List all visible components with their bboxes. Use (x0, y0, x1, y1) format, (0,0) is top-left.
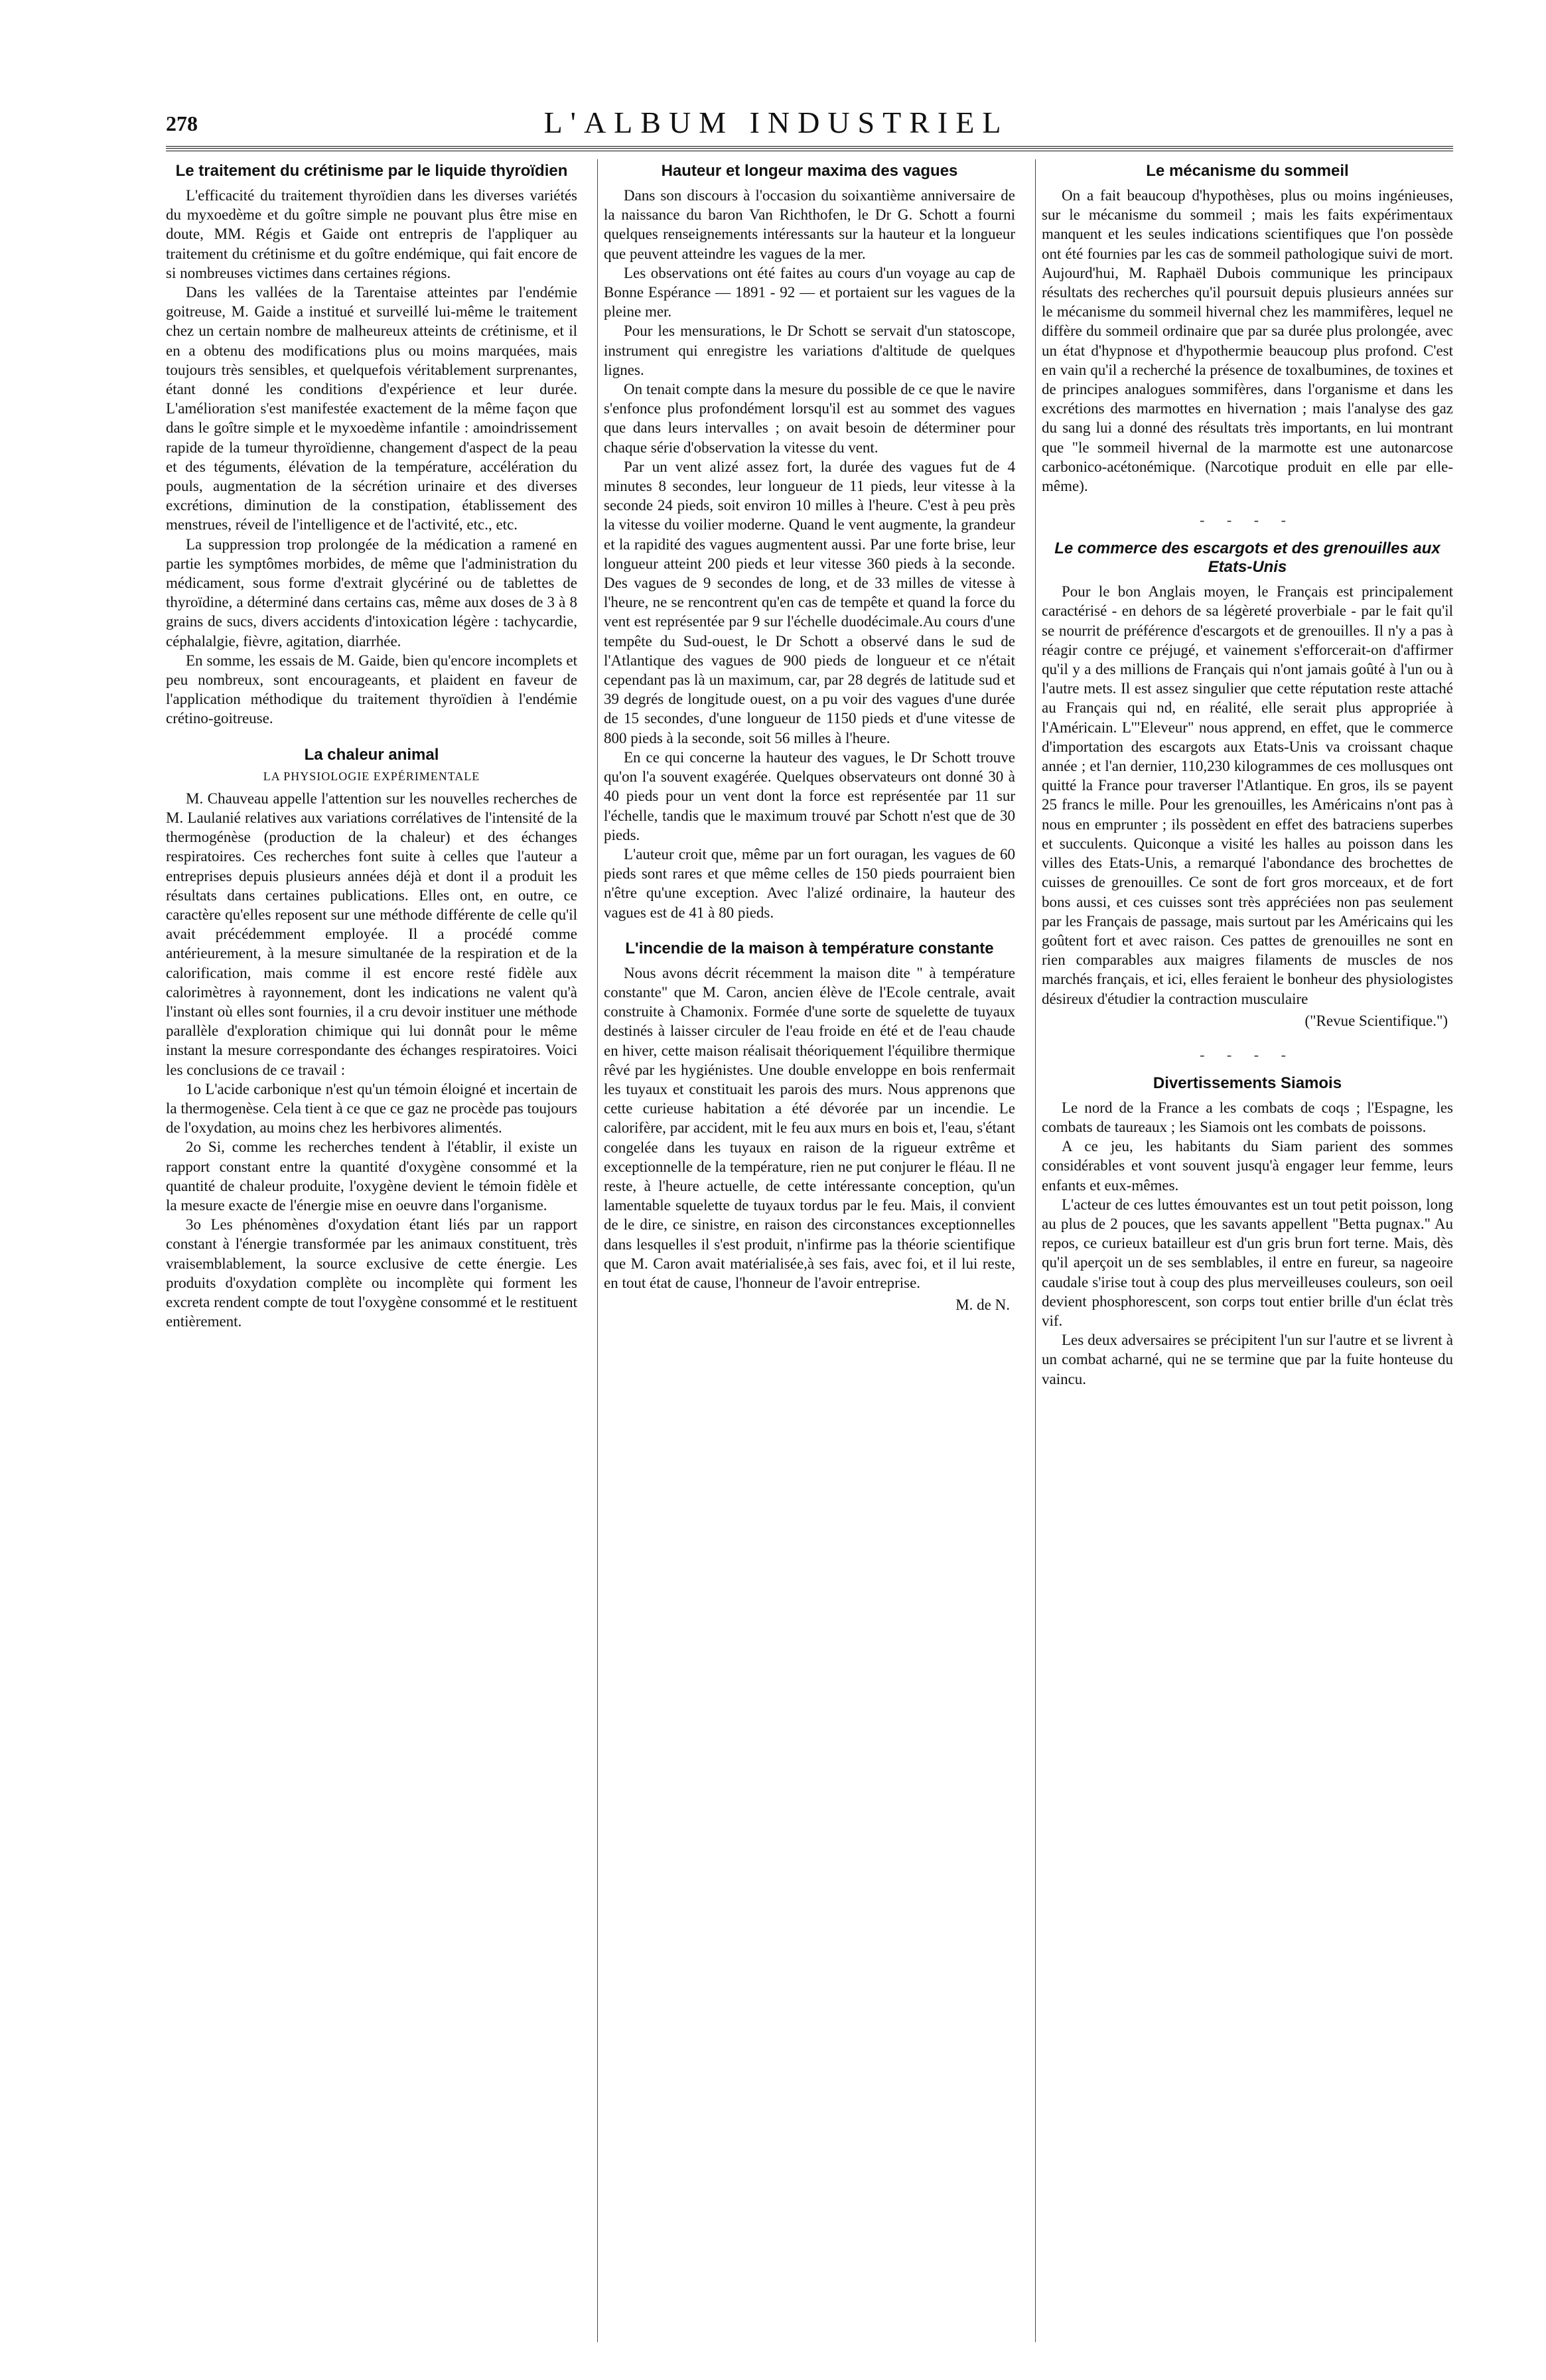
page-number: 278 (166, 111, 198, 135)
article-title: Divertissements Siamois (1153, 1074, 1342, 1092)
article-paragraph: La suppression trop prolongée de la médication a ramené en partie les symptômes morbides, de même que l'administration du médicament, sous forme d'extrait glycériné ou de tablettes de thyroïdine, a déterminé dans certains cas, même aux doses de 3 à 8 grains de sucs, divers accidents d'intoxication légère : tachycardie, céphalalgie, fièvre, agitation, diarrhée. (166, 535, 577, 650)
article-paragraph: L'efficacité du traitement thyroïdien dans les diverses variétés du myxoedème et du goître simple ne pouvant plus être mise en doute, MM. Régis et Gaide ont entrepris de l'appliquer au traitement du crétinisme et du goître endémique, qui fait encore de si nombreuses victimes dans certaines régions. (166, 187, 577, 281)
article-paragraph: Dans son discours à l'occasion du soixantième anniversaire de la naissance du baron Van Richthofen, le Dr G. Schott a fourni quelques renseignements intéressants sur la hauteur et la longueur que peuvent atteindre les vagues de la mer. (604, 187, 1015, 262)
article-paragraph: Par un vent alizé assez fort, la durée des vagues fut de 4 minutes 8 secondes, leur longueur de 11 pieds, leur vitesse à la seconde 24 pieds, soit environ 10 milles à l'heure. C'est à peu près la vitesse du voilier moderne. Quand le vent augmente, la grandeur et la rapidité des vagues augmentent aussi. Par une forte brise, leur longueur atteint 200 pieds et leur vitesse 360 pieds à la seconde. Des vagues de 9 secondes de long, et de 33 milles de vitesse à l'heure, ne se rencontrent qu'en cas de tempête et quand la force du vent est représentée par 9 sur l'échelle duodécimale.Au cours d'une tempête du Sud-ouest, le Dr Schott a observé dans le sud de l'Atlantique des vagues de 900 pieds de longueur et ce n'était cependant pas là un maximum, car, par 28 degrés de latitude sud et 39 degrés de longitude ouest, on a pu voir des vagues d'une durée de 15 secondes, d'une longueur de 1150 pieds et d'une vitesse de 800 pieds à la seconde, soit 56 milles à l'heure. (604, 458, 1015, 746)
article-incendie-maison (604, 940, 1015, 1314)
article-subtitle: LA PHYSIOLOGIE EXPÉRIMENTALE (263, 769, 480, 783)
article-paragraph: En ce qui concerne la hauteur des vagues, le Dr Schott trouve qu'on l'a souvent exagérée. Quelques observateurs ont donné 30 à 40 pieds pour un vent dont la force est représentée par 11 sur l'échelle, tandis que le maximum trouvé par Schott n'est que de 30 pieds. (604, 748, 1015, 843)
article-title: Le commerce des escargots et des grenouilles aux Etats-Unis (1054, 539, 1441, 577)
article-paragraph: On a fait beaucoup d'hypothèses, plus ou moins ingénieuses, sur le mécanisme du sommeil ; mais les faits expérimentaux manquent et les seules indications scientifiques que l'on possède ont été fournies par les cas de sommeil pathologique suivi de mort. Aujourd'hui, M. Raphaël Dubois communique les principaux résultats des recherches qu'il poursuit depuis plusieurs années sur le mécanisme du sommeil hivernal chez les mammifères, lequel ne diffère du sommeil ordinaire que par sa durée plus prolongée, avec un état d'hypnose et d'hypothermie beaucoup plus profond. C'est en vain qu'il a recherché la présence de toxalbumines, de toxines et de principes analogues sommifères, dans l'organisme et dans les excrétions des marmottes en hivernation ; mais l'analyse des gaz du sang lui a donné des résultats très importants, en lui montrant que "le sommeil hivernal de la marmotte est une autonarcose carbonico-acétonémique. (Narcotique produit en elle par elle-même). (1042, 187, 1453, 495)
article-paragraph: On tenait compte dans la mesure du possible de ce que le navire s'enfonce plus profondément lorsqu'il est au sommet des vagues que dans leurs intervalles ; on avait besoin de déterminer pour chaque série d'observation la vitesse du vent. (604, 381, 1015, 456)
columns (166, 159, 1453, 1406)
article-title: Le traitement du crétinisme par le liquide thyroïdien (175, 162, 568, 180)
article-cretinisme (166, 162, 577, 729)
article-separator: - - - - (1200, 1046, 1295, 1063)
article-paragraph: Pour le bon Anglais moyen, le Français est principalement caractérisé - en dehors de sa légèreté proverbiale - par le fait qu'il se nourrit de préférence d'escargots et de grenouilles. Il n'y a pas à réagir contre ce préjugé, et vainement s'efforcerait-on d'affirmer qu'il y a des millions de Français qui n'ont jamais goûté à l'un ou à l'autre mets. Il est assez singulier que cette réputation reste attaché au Français qui nd, en réalité, elle serait plus appropriée à l'Américain. L'"Eleveur" nous apprend, en effet, que le commerce d'importation des escargots aux Etats-Unis va croissant chaque année ; et l'an dernier, 110,230 kilogrammes de ces mollusques ont quitté la France pour traverser l'Atlantique. En gros, ils se payent 25 francs le mille. Pour les grenouilles, les Américains n'ont pas à nous en emprunter ; ils possèdent en effet des batraciens superbes et succulents. Quiconque a visité les halles au poisson dans les villes des Etats-Unis, a remarqué l'abondance des brochettes de cuisses de grenouilles. Ce sont de fort gros morceaux, et de fort bons aussi, et ces cuisses sont très appréciées non pas seulement par les Français de passage, mais surtout par les Américains qui les goûtent fort et avec raison. Ces pattes de grenouilles ne sont en rien comparables aux maigres filaments de muscles de nos marchés français, et ici, elles feraient le bonheur des physiologistes désireux d'étudier la contraction musculaire (1042, 583, 1453, 1007)
article-signature: M. de N. (955, 1296, 1010, 1314)
article-paragraph: 2o Si, comme les recherches tendent à l'établir, il existe un rapport constant entre la quantité d'oxygène consommé et la quantité de chaleur produite, l'oxygène devient le témoin fidèle et la mesure exacte de l'énergie mise en oeuvre dans l'organisme. (166, 1139, 577, 1214)
article-paragraph: Les observations ont été faites au cours d'un voyage au cap de Bonne Espérance — 1891 - 92 — et portaient sur les vagues de la pleine mer. (604, 264, 1015, 320)
article-title: La chaleur animal (304, 745, 439, 764)
article-paragraph: Pour les mensurations, le Dr Schott se servait d'un statoscope, instrument qui enregistre les variations d'altitude de quelques lignes. (604, 322, 1015, 378)
article-paragraph: M. Chauveau appelle l'attention sur les nouvelles recherches de M. Laulanié relatives aux variations corrélatives de l'intensité de la thermogénèse (production de la chaleur) et des échanges respiratoires. Ces recherches font suite à celles que l'auteur a entreprises depuis plusieurs années déjà et dont il a produit les résultats dans certaines publications. Elles ont, en outre, ce caractère qu'elles reposent sur une méthode différente de celle qu'il avait précédemment employée. Il a procédé comme antérieurement, à la mesure simultanée de la respiration et de la calorification, mais comme il est encore resté fidèle aux calorimètres à rayonnement, dont les indications ne valent qu'à l'instant où elles sont fournies, il a cru devoir instituer une méthode parallèle d'exploration chimique qui lui donnât pour le même instant la mesure correspondante des échanges respiratoires. Voici les conclusions de ce travail : (166, 790, 577, 1078)
header-rule (166, 146, 1453, 151)
page-header (100, 93, 1453, 146)
article-paragraph: Les deux adversaires se précipitent l'un sur l'autre et se livrent à un combat acharné, qui ne se termine que par la fuite honteuse du vaincu. (1042, 1332, 1453, 1387)
article-paragraph: Le nord de la France a les combats de coqs ; l'Espagne, les combats de taureaux ; les Siamois ont les combats de poissons. (1042, 1099, 1453, 1135)
article-signature: ("Revue Scientifique.") (1304, 1012, 1448, 1029)
article-title: Hauteur et longeur maxima des vagues (661, 162, 958, 180)
column-3 (1042, 159, 1453, 1406)
journal-title: L'ALBUM INDUSTRIEL (543, 105, 1009, 139)
article-sommeil (1042, 162, 1453, 496)
article-vagues (604, 162, 1015, 922)
article-divertissements-siamois (1042, 1074, 1453, 1389)
article-paragraph: L'acteur de ces luttes émouvantes est un tout petit poisson, long au plus de 2 pouces, que les savants appellent "Betta pugnax." Au repos, ce curieux batailleur est d'un gris brun fort terne. Mais, dès qu'il aperçoit un de ses semblables, il entre en fureur, sa nageoire caudale s'irise tout à coup des plus merveilleuses couleurs, son oeil devient phosphorescent, son corps tout entier brille d'un éclat très vif. (1042, 1196, 1453, 1329)
column-2 (604, 159, 1015, 1406)
article-chaleur-animal (166, 746, 577, 1332)
article-title: Le mécanisme du sommeil (1146, 162, 1349, 180)
article-paragraph: 1o L'acide carbonique n'est qu'un témoin éloigné et incertain de la thermogenèse. Cela tient à ce que ce gaz ne procède pas toujours de l'oxydation, au moins chez les herbivores alimentés. (166, 1080, 577, 1137)
article-paragraph: 3o Les phénomènes d'oxydation étant liés par un rapport constant à l'énergie transformée par les animaux constituent, très vraisemblablement, la source exclusive de cette énergie. Les produits d'oxydation complète ou incomplète qui forment les excreta rendent compte de tout l'oxygène consommé et le restituent entièrement. (166, 1216, 577, 1330)
article-title: L'incendie de la maison à température constante (625, 939, 994, 957)
newspaper-page (100, 93, 1453, 2349)
article-paragraph: En somme, les essais de M. Gaide, bien qu'encore incomplets et peu nombreux, sont encourageants, et plaident en faveur de l'application méthodique du traitement thyroïdien à l'endémie crétino-goitreuse. (166, 652, 577, 727)
article-paragraph: L'auteur croit que, même par un fort ouragan, les vagues de 60 pieds sont rares et que même celles de 150 pieds pourraient bien n'être qu'une exception. Avec l'alizé ordinaire, la hauteur des vagues est de 41 à 80 pieds. (604, 845, 1015, 921)
article-paragraph: A ce jeu, les habitants du Siam parient des sommes considérables et vont souvent jusqu'à engager leur femme, leurs enfants et eux-mêmes. (1042, 1138, 1453, 1194)
article-separator: - - - - (1200, 512, 1295, 529)
article-paragraph: Dans les vallées de la Tarentaise atteintes par l'endémie goitreuse, M. Gaide a institué et surveillé lui-même le traitement chez un certain nombre de malheureux atteints de crétinisme, et il en a obtenu des modifications plus ou moins marquées, mais toujours très sensibles, et quelquefois véritablement surprenantes, étant donné les conditions d'expérience et leur durée. L'amélioration s'est manifestée exactement de la même façon que dans le goître simple et le myxoedème infantile : amoindrissement rapide de la tumeur thyroïdienne, changement d'aspect de la peau et des téguments, élévation de la température, accélération du pouls, augmentation de la sécrétion urinaire et des diverses excrétions, diminution de la constipation, établissement des menstrues, réveil de l'intelligence et de l'activité, etc., etc. (166, 284, 577, 533)
article-escargots (1042, 539, 1453, 1030)
column-1 (166, 159, 577, 1406)
article-paragraph: Nous avons décrit récemment la maison dite " à température constante" que M. Caron, ancien élève de l'Ecole centrale, avait construite à Chamonix. Formée d'une sorte de squelette de tuyaux destinés à laisser circuler de l'eau froide en été et de l'eau chaude en hiver, cette maison réalisait théoriquement l'équilibre thermique rêvé par les hygiénistes. Une double enveloppe en bois renfermait les tuyaux et constituait les parois des murs. Nous apprenons que cette curieuse habitation a été dévorée par un incendie. Le calorifère, par accident, mit le feu aux murs en bois et, l'eau, s'étant congelée dans les tuyaux en raison de la rigueur extrême et exceptionnelle de la température, rien ne put conjurer le fléau. Il ne reste, à l'heure actuelle, de cette intéressante conception, qu'un lamentable squelette de tuyaux tordus par le feu. Mais, il convient de le dire, ce sinistre, en raison des circonstances exceptionnelles dans lesquelles il s'est produit, n'infirme pas la théorie scientifique que M. Caron avait matérialisée,à ses fais, avec foi, et il lui reste, en tout état de cause, l'honneur de l'avoir entreprise. (604, 964, 1015, 1291)
